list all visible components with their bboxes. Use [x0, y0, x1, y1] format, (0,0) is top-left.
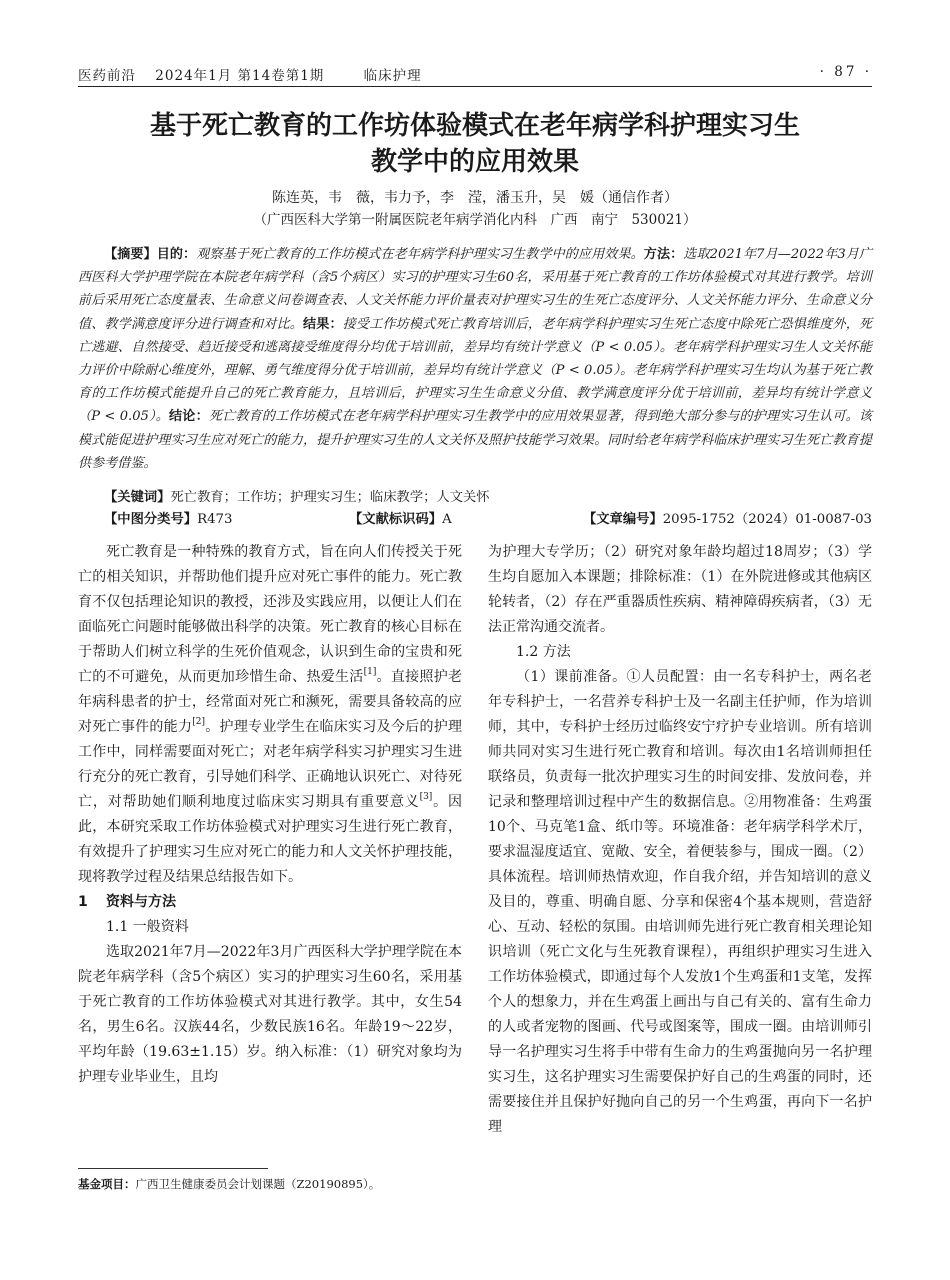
- citation-2[interactable]: [2]: [192, 717, 205, 727]
- page-number: · 87 ·: [819, 64, 872, 80]
- running-header: [78, 62, 872, 87]
- conclusion-label: 结论：: [169, 409, 209, 425]
- subsection-heading-1-1: 1.1 一般资料: [106, 919, 189, 935]
- keywords: [104, 488, 872, 508]
- author-list: 陈连英，韦 薇，韦力予，李 滢，潘玉升，吴 媛（通信作者）: [272, 190, 678, 206]
- journal-info: [78, 64, 436, 84]
- classification-row: [104, 510, 872, 530]
- article-title: [78, 108, 872, 180]
- body-column-right: [488, 540, 872, 1140]
- clc-code: 【中图分类号】R473: [104, 512, 233, 527]
- method-label: 方法：: [643, 247, 684, 262]
- funding-footnote: [78, 1175, 380, 1193]
- intro-paragraph: 死亡教育是一种特殊的教育方式，旨在向人们传授关于死亡的相关知识，并帮助他们提升应对死亡事件的能力。死亡教育不仅包括理论知识的教授，还涉及实践应用，以便让人们在面临死亡问题时能够做出科学的决策。死亡教育的核心目标在于帮助人们树立科学的生死价值观念，认识到生命的宝贵和死亡的不可避免，从而更加珍惜生命、热爱生活[1]。直接照护老年病科患者的护士，经常面对死亡和濒死，需要具备较高的应对死亡事件的能力[2]。护理专业学生在临床实习及今后的护理工作中，同样需要面对死亡；对老年病学科实习护理实习生进行充分的死亡教育，引导她们科学、正确地认识死亡、对待死亡，对帮助她们顺利地度过临床实习期具有重要意义[3]。因此，本研究采取工作坊体验模式对护理实习生进行死亡教育，有效提升了护理实习生应对死亡的能力和人文关怀护理技能，现将教学过程及结果总结报告如下。: [78, 544, 463, 885]
- keywords-label: 【关键词】: [104, 490, 171, 505]
- general-info-paragraph: 选取2021年7月—2022年3月广西医科大学护理学院在本院老年病学科（含5个病区）实习的护理实习生60名，采用基于死亡教育的工作坊体验模式对其进行教学。其中，女生54名，男生6名。汉族44名，少数民族16名。年龄19～22岁，平均年龄（19.63±1.15）岁。纳入标准：（1）研究对象均为护理专业毕业生，且均: [78, 944, 462, 1085]
- citation-1[interactable]: [1]: [363, 667, 377, 677]
- body-column-left: [78, 540, 462, 1090]
- article-number: 【文章编号】2095-1752（2024）01-0087-03: [582, 512, 872, 527]
- citation-3[interactable]: [3]: [419, 792, 433, 802]
- abstract: [78, 243, 872, 475]
- purpose-label: 目的：: [156, 247, 197, 262]
- issue-info: 2024年1月 第14卷第1期: [155, 68, 325, 84]
- abstract-label: 【摘要】: [104, 247, 157, 262]
- title-line-1: 基于死亡教育的工作坊体验模式在老年病学科护理实习生: [149, 111, 800, 141]
- document-code: 【文献标识码】A: [349, 512, 452, 527]
- abstract-purpose: 观察基于死亡教育的工作坊模式在老年病学科护理实习生教学中的应用效果。: [196, 247, 644, 262]
- journal-name: 医药前沿: [78, 68, 136, 84]
- section-name: 临床护理: [363, 68, 422, 84]
- affiliation: （广西医科大学第一附属医院老年病学消化内科 广西 南宁 530021）: [253, 212, 697, 228]
- method-paragraph: （1）课前准备。①人员配置：由一名专科护士，两名老年专科护士，一名营养专科护士及一名副主任护师，作为培训师，其中，专科护士经历过临终安宁疗护专业培训。所有培训师共同对实习生进行死亡教育和培训。每次由1名培训师担任联络员，负责每一批次护理实习生的时间安排、发放问卷，并记录和整理培训过程中产生的数据信息。②用物准备：生鸡蛋10个、马克笔1盒、纸巾等。环境准备：老年病学科学术厅，要求温湿度适宜、宽敞、安全，着便装参与，围成一圈。（2）具体流程。培训师热情欢迎，作自我介绍，并告知培训的意义及目的，尊重、明确自愿、分享和保密4个基本规则，营造舒心、互动、轻松的氛围。由培训师先进行死亡教育相关理论知识培训（死亡文化与生死教育课程），再组织护理实习生进入工作坊体验模式，即通过每个人发放1个生鸡蛋和1支笔，发挥个人的想象力，并在生鸡蛋上画出与自己有关的、富有生命力的人或者宠物的图画、代号或图案等，围成一圈。由培训师引导一名护理实习生将手中带有生命力的生鸡蛋抛向另一名护理实习生，这名护理实习生需要保护好自己的生鸡蛋的同时，还需要接住并且保护好抛向自己的另一个生鸡蛋，再向下一名护理: [488, 669, 872, 1135]
- footnote-rule: [78, 1168, 268, 1169]
- general-info-continuation: 为护理大专学历；（2）研究对象年龄均超过18周岁；（3）学生均自愿加入本课题；排除标准：（1）在外院进修或其他病区轮转者，（2）存在严重器质性疾病、精神障碍疾病者，（3）无法正常沟通交流者。: [488, 544, 872, 635]
- footnote-text: 广西卫生健康委员会计划课题（Z20190895）。: [135, 1177, 381, 1191]
- subsection-heading-1-2: 1.2 方法: [516, 644, 571, 660]
- abstract-result: 接受工作坊模式死亡教育培训后，老年病学科护理实习生死亡态度中除死亡恐惧维度外，死亡逃避、自然接受、趋近接受和逃离接受维度得分均优于培训前，差异均有统计学意义（P < 0.05）。老年病学科护理实习生人文关怀能力评价中除耐心维度外，理解、勇气维度得分优于培训前，差异均有统计学意义（P < 0.05）。老年病学科护理实习生均认为基于死亡教育的工作坊模式能提升自己的死亡教育能力，且培训后，护理实习生生命意义分值、教学满意度评分优于培训前，差异均有统计学意义（P < 0.05）。: [78, 316, 873, 425]
- section-heading-1: 1 资料与方法: [78, 894, 176, 910]
- abstract-method: 选取2021年7月—2022年3月广西医科大学护理学院在本院老年病学科（含5个病区）实习的护理实习生60名，采用基于死亡教育的工作坊体验模式对其进行教学。培训前后采用死亡态度量表、生命意义问卷调查表、人文关怀能力评价量表对护理实习生的生死亡态度评分、人文关怀能力评分、生命意义分值、教学满意度评分进行调查和对比。: [78, 247, 873, 332]
- title-line-2: 教学中的应用效果: [370, 147, 579, 177]
- keywords-text: 死亡教育；工作坊；护理实习生；临床教学；人文关怀: [170, 490, 490, 505]
- result-label: 结果：: [303, 316, 343, 332]
- abstract-conclusion: 死亡教育的工作坊模式在老年病学科护理实习生教学中的应用效果显著，得到绝大部分参与的护理实习生认可。该模式能促进护理实习生应对死亡的能力，提升护理实习生的人文关怀及照护技能学习效果。同时给老年病学科临床护理实习生死亡教育提供参考借鉴。: [78, 409, 873, 471]
- footnote-label: 基金项目：: [78, 1177, 136, 1191]
